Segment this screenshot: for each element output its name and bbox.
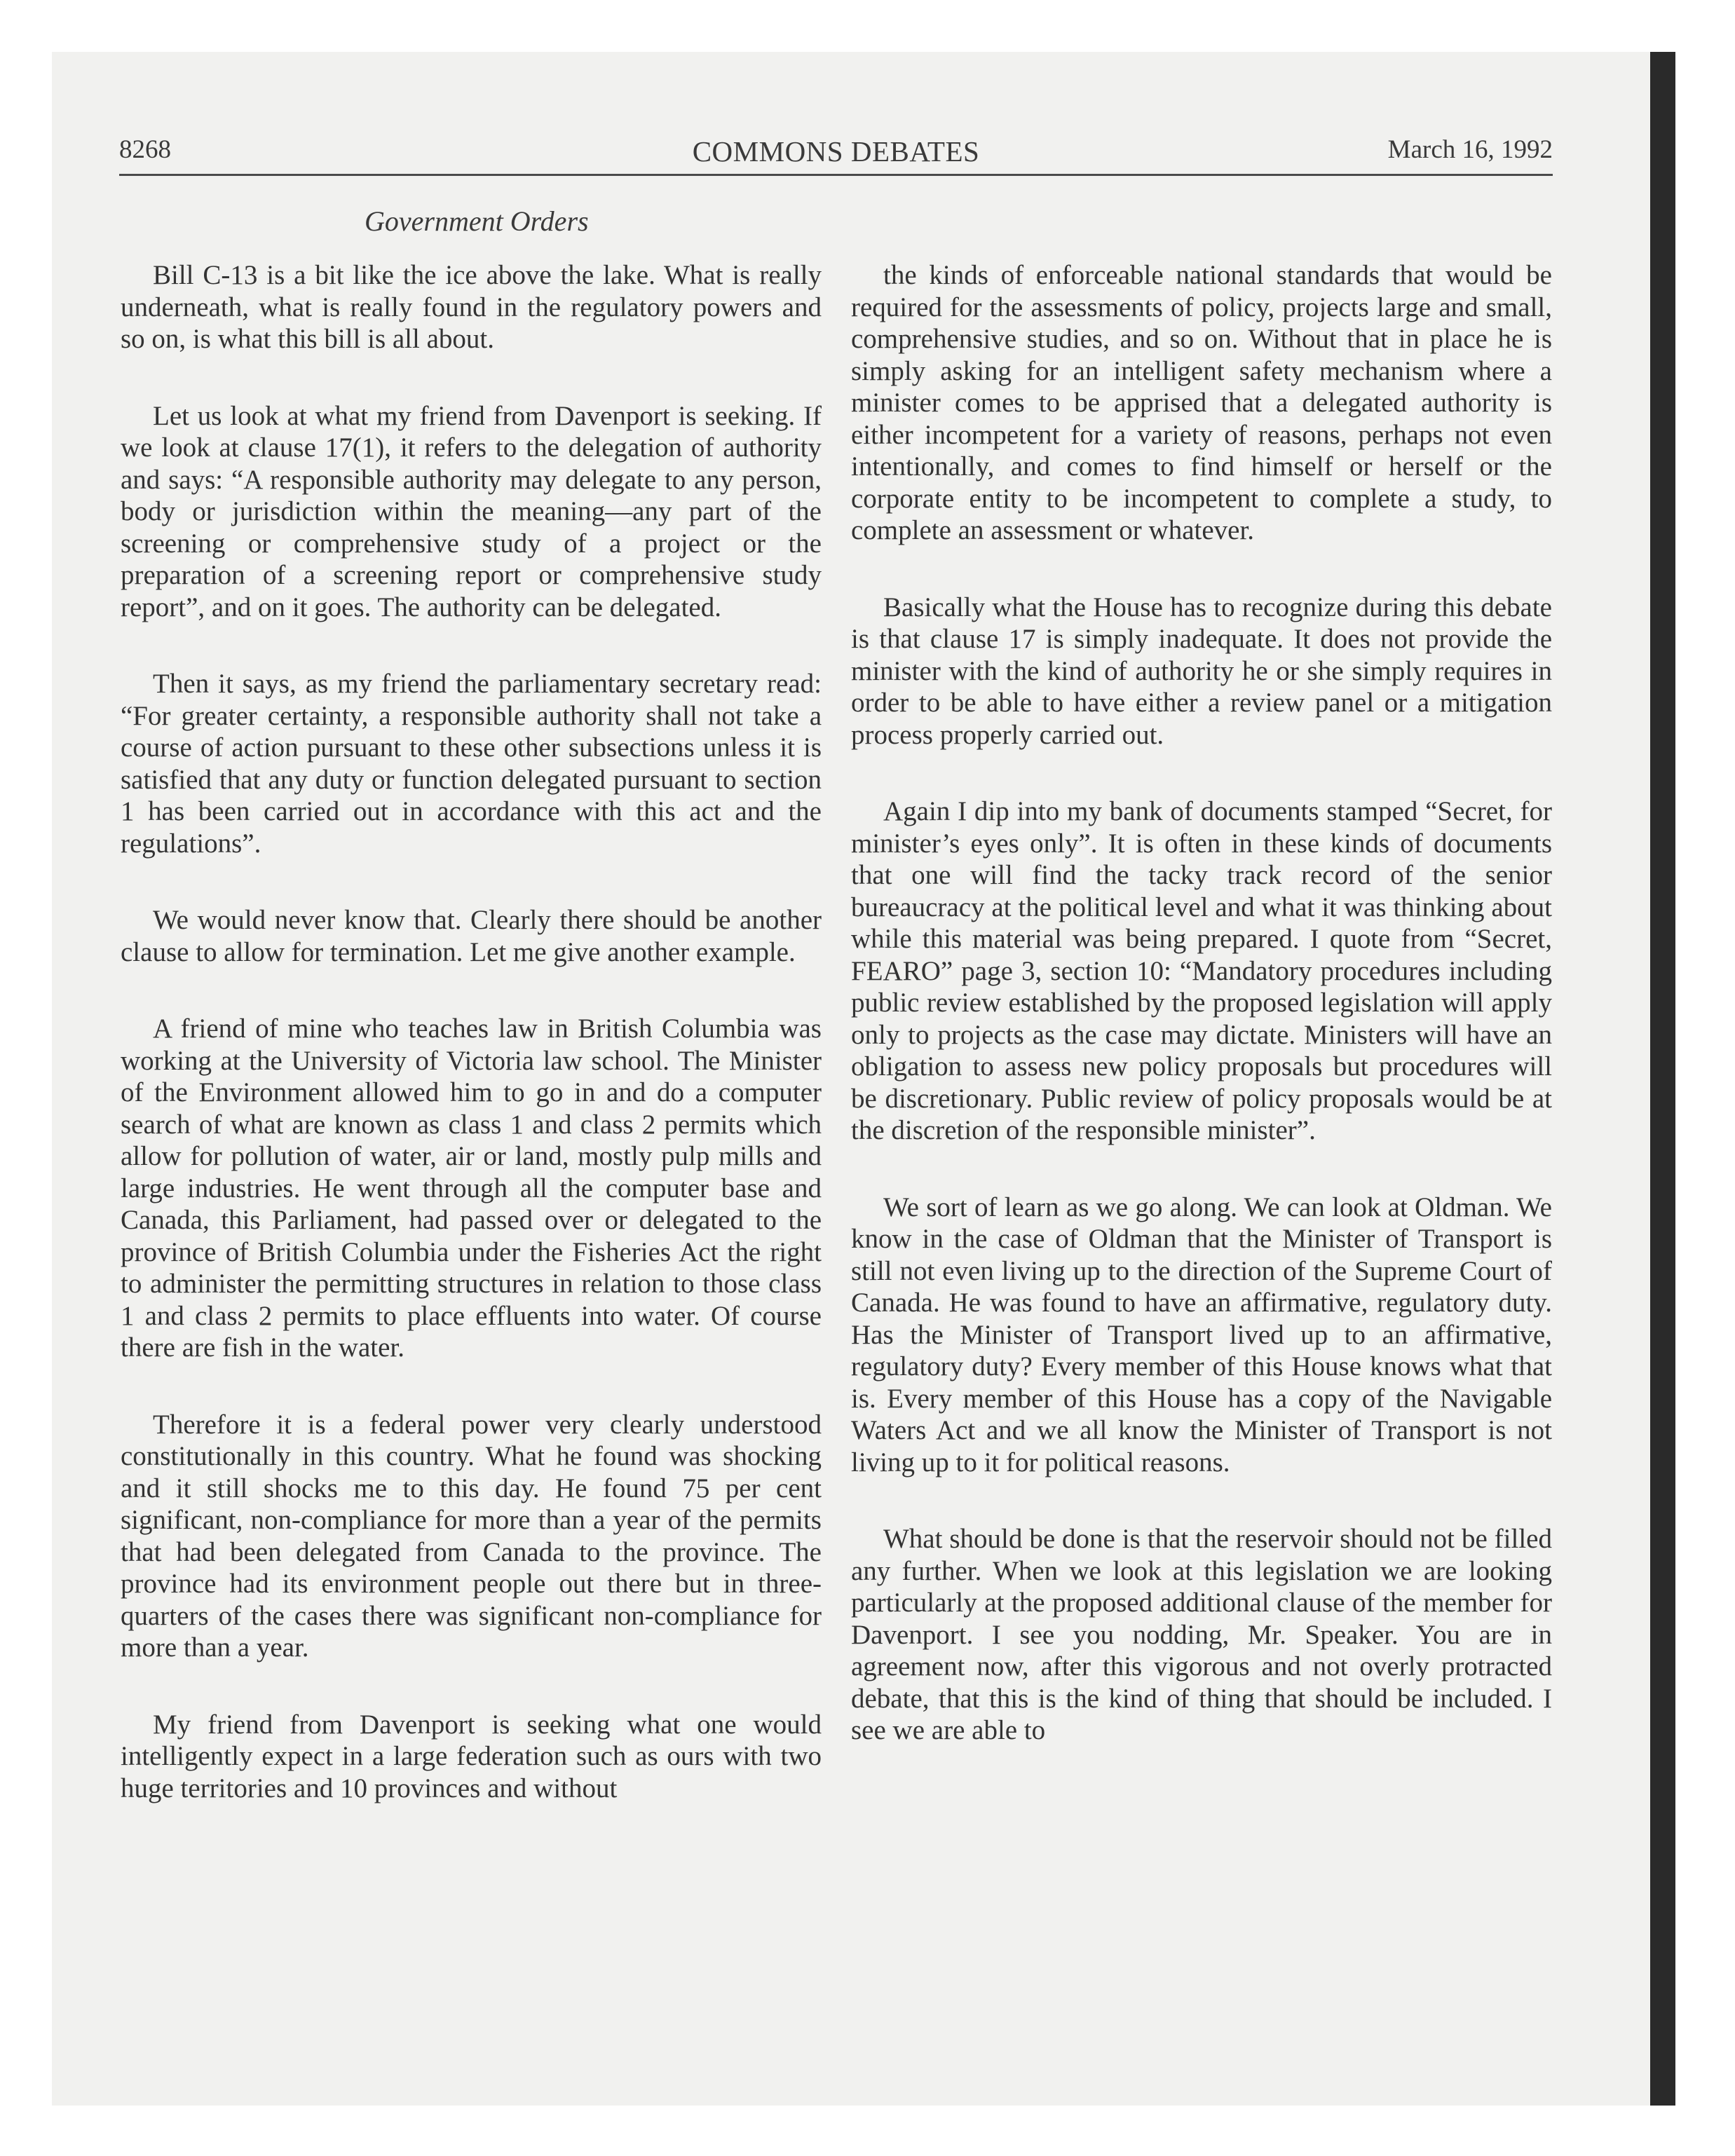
right-column [851, 259, 1552, 1792]
left-column [121, 259, 822, 1849]
paragraph: the kinds of enforceable national standards that would be required for the assessments of policy, projects large and small, comprehensive studies, and so on. Without that in place he is simply asking for an intelligent safety mechanism where a minister comes to be apprised that a delegated authority is either incompetent for a variety of reasons, perhaps not even intentionally, and comes to find himself or herself or the corporate entity to be incompetent to complete a study, to complete an assessment or whatever. [851, 260, 1552, 545]
scan-edge-shadow [1650, 52, 1675, 2106]
page-number: 8268 [119, 135, 171, 164]
paragraph: We sort of learn as we go along. We can look at Oldman. We know in the case of Oldman that the Minister of Transport is still not even living up to the direction of the Supreme Court of Canada. He was found to have an affirmative, regulatory duty. Has the Minister of Transport lived up to an affirmative, regulatory duty? Every member of this House knows what that is. Every member of this House has a copy of the Navigable Waters Act and we all know the Minister of Transport is not living up to it for political reasons. [851, 1192, 1552, 1478]
paragraph: Therefore it is a federal power very clearly understood constitutionally in this country. What he found was shocking and it still shocks me to this day. He found 75 per cent significant, non-compliance for more than a year of the permits that had been delegated from Canada to the province. The province had its environment people out there but in three-quarters of the cases there was significant non-compliance for more than a year. [121, 1409, 822, 1663]
header-rule [119, 174, 1553, 176]
paragraph: Again I dip into my bank of documents stamped “Secret, for minister’s eyes only”. It is often in these kinds of documents that one will find the tacky track record of the senior bureaucracy at the political level and what it was thinking about while this material was being prepared. I quote from “Secret, FEARO” page 3, section 10: “Mandatory procedures including public review established by the proposed legislation will apply only to projects as the case may dictate. Ministers will have an obligation to assess new policy proposals but procedures will be discretionary. Public review of policy proposals would be at the discretion of the responsible minister”. [851, 796, 1552, 1145]
paragraph: Basically what the House has to recognize during this debate is that clause 17 is simply inadequate. It does not provide the minister with the kind of authority he or she simply requires in order to be able to have either a review panel or a mitigation process properly carried out. [851, 592, 1552, 750]
paragraph: We would never know that. Clearly there should be another clause to allow for termination. Let me give another example. [121, 905, 822, 967]
paragraph: Bill C-13 is a bit like the ice above the lake. What is really underneath, what is really found in the regulatory powers and so on, is what this bill is all about. [121, 260, 822, 354]
paragraph: Then it says, as my friend the parliamentary secretary read: “For greater certainty, a responsible authority shall not take a course of action pursuant to these other subsections unless it is satisfied that any duty or function delegated pursuant to section 1 has been carried out in accordance with this act and the regulations”. [121, 669, 822, 859]
paragraph: My friend from Davenport is seeking what one would intelligently expect in a large federation such as ours with two huge territories and 10 provinces and without [121, 1709, 822, 1803]
paragraph: A friend of mine who teaches law in British Columbia was working at the University of Victoria law school. The Minister of the Environment allowed him to go in and do a computer search of what are known as class 1 and class 2 permits which allow for pollution of water, air or land, mostly pulp mills and large industries. He went through all the computer base and Canada, this Parliament, had passed over or delegated to the province of British Columbia under the Fisheries Act the right to administer the permitting structures in relation to those class 1 and class 2 permits to place effluents into water. Of course there are fish in the water. [121, 1014, 822, 1363]
paragraph: Let us look at what my friend from Davenport is seeking. If we look at clause 17(1), it refers to the delegation of authority and says: “A responsible authority may delegate to any person, body or jurisdiction within the meaning—any part of the screening or comprehensive study of a project or the preparation of a screening report or comprehensive study report”, and on it goes. The authority can be delegated. [121, 400, 822, 622]
page-header [119, 135, 1553, 174]
publication-date: March 16, 1992 [1387, 135, 1553, 164]
publication-title: COMMONS DEBATES [692, 135, 980, 168]
section-title: Government Orders [365, 205, 589, 237]
paragraph: What should be done is that the reservoir should not be filled any further. When we look at this legislation we are looking particularly at the proposed additional clause of the member for Davenport. I see you nodding, Mr. Speaker. You are in agreement now, after this vigorous and not overly protracted debate, that this is the kind of thing that should be included. I see we are able to [851, 1524, 1552, 1745]
